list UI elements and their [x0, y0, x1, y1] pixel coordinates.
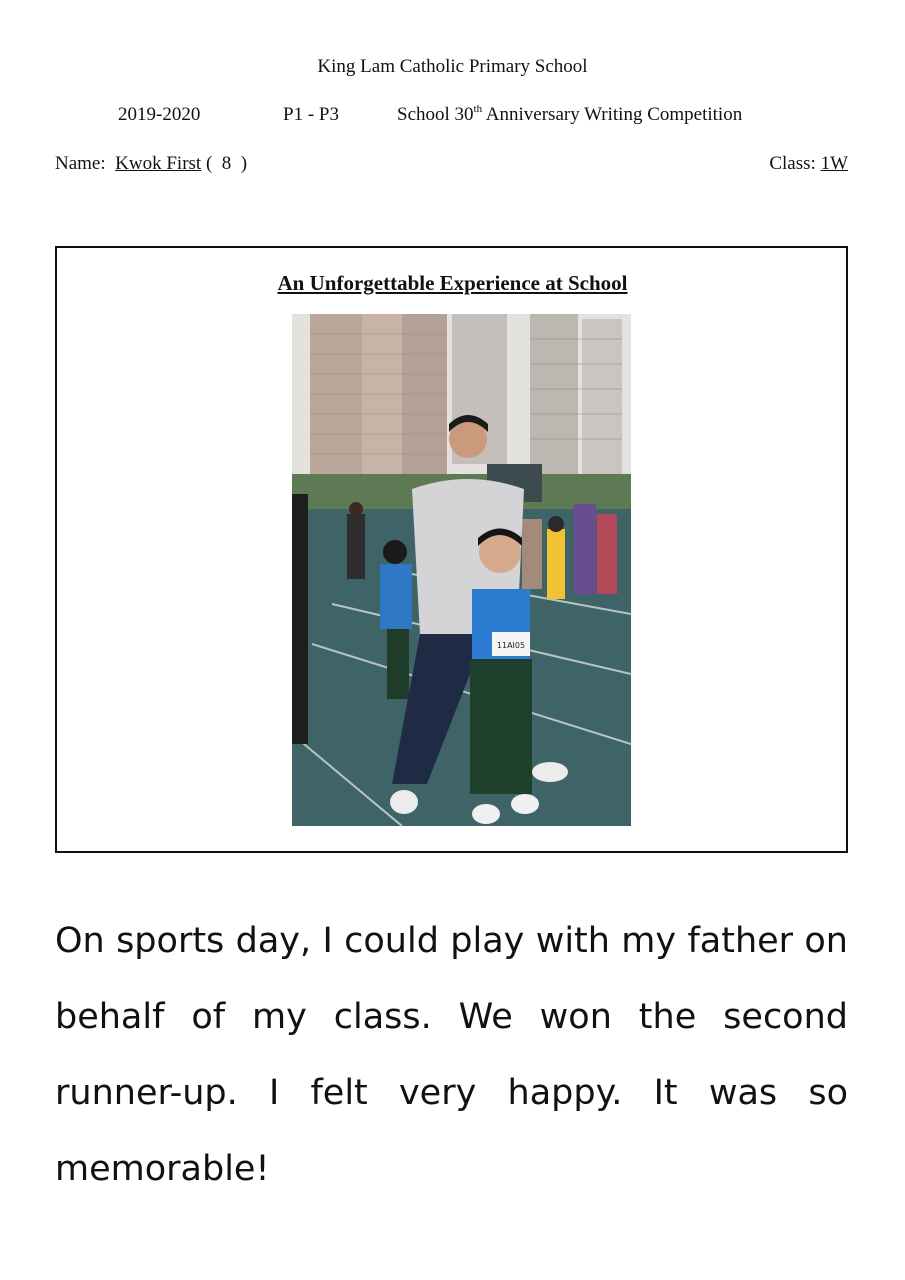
competition-title-post: Anniversary Writing Competition — [482, 104, 743, 125]
competition-title — [397, 104, 742, 126]
school-name: King Lam Catholic Primary School — [317, 56, 588, 77]
sports-day-photo — [292, 314, 631, 826]
essay-body: On sports day, I could play with my father on behalf of my class. We won the second runner-up. I felt very happy. It was so memorable! — [55, 921, 848, 1189]
school-year: 2019-2020 — [118, 104, 201, 125]
number-open: ( — [205, 153, 213, 174]
student-number: 8 — [221, 153, 232, 174]
essay-title: An Unforgettable Experience at School — [277, 271, 628, 295]
student-class-row — [769, 153, 848, 175]
competition-ordinal-suffix: th — [473, 103, 483, 115]
student-class: 1W — [820, 153, 848, 174]
race-bib-number: 11AI05 — [496, 641, 526, 650]
name-label: Name: — [55, 153, 106, 174]
class-label: Class: — [769, 153, 816, 174]
grade-range: P1 - P3 — [283, 104, 339, 125]
competition-title-pre: School 30 — [397, 104, 474, 125]
student-name-row — [55, 153, 247, 175]
student-name: Kwok First — [115, 153, 202, 174]
number-close: ) — [240, 153, 248, 174]
